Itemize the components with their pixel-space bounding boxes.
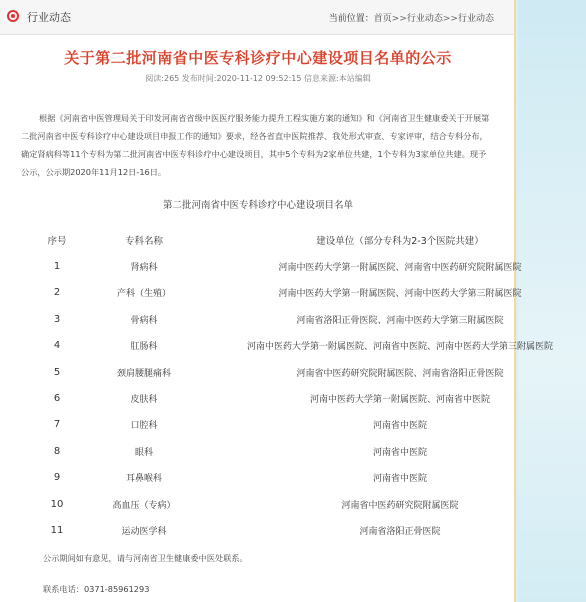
- column-header-specialty: 专科名称: [124, 236, 163, 248]
- article-title: 关于第二批河南省中医专科诊疗中心建设项目名单的公示: [64, 49, 452, 67]
- table-header-row: [28, 227, 586, 253]
- row-number: 10: [50, 498, 64, 510]
- row-unit: 河南省洛阳正骨医院: [359, 526, 441, 537]
- row-specialty: 肛肠科: [130, 342, 158, 353]
- list-title: 第二批河南省中医专科诊疗中心建设项目名单: [162, 200, 353, 211]
- breadcrumb-label: 当前位置：: [328, 14, 374, 24]
- row-unit: 河南省洛阳正骨医院、河南中医药大学第三附属医院: [296, 315, 504, 326]
- breadcrumb-link-current[interactable]: 行业动态: [457, 14, 494, 24]
- table-row: [28, 306, 586, 332]
- section-title: 行业动态: [27, 11, 71, 24]
- row-number: 8: [53, 445, 61, 457]
- contact-phone: 联系电话：0371-85961293: [43, 584, 150, 594]
- notice-text: 公示期间如有意见，请与河南省卫生健康委中医处联系。: [43, 553, 248, 563]
- breadcrumb-separator: >>: [391, 14, 407, 24]
- table-row: [28, 517, 586, 543]
- row-number: 4: [53, 340, 61, 352]
- breadcrumb-separator: >>: [442, 14, 458, 24]
- table-row: [28, 385, 586, 411]
- row-unit: 河南省中医药研究院附属医院: [341, 500, 459, 511]
- row-unit: 河南省中医院: [372, 421, 427, 432]
- row-specialty: 皮肤科: [130, 395, 158, 406]
- project-table: [28, 227, 586, 544]
- row-unit: 河南中医药大学第一附属医院、河南省中医院: [309, 395, 490, 406]
- row-specialty: 产科（生殖）: [116, 289, 171, 300]
- row-number: 5: [53, 366, 61, 378]
- row-specialty: 运动医学科: [121, 526, 167, 537]
- target-circle-icon: [7, 10, 19, 22]
- table-row: [28, 333, 586, 359]
- section-header: [0, 0, 514, 35]
- row-unit: 河南省中医院: [372, 447, 427, 458]
- table-row: [28, 438, 586, 464]
- row-specialty: 口腔科: [130, 421, 158, 432]
- table-row: [28, 412, 586, 438]
- row-number: 3: [53, 313, 61, 325]
- row-number: 9: [53, 472, 61, 484]
- breadcrumb: [329, 11, 494, 24]
- row-unit: 河南中医药大学第一附属医院、河南省中医院、河南中医药大学第三附属医院: [246, 342, 553, 353]
- row-specialty: 高血压（专病）: [112, 500, 176, 511]
- row-number: 2: [53, 287, 61, 299]
- article-paragraph: 根据《河南省中医管理局关于印发河南省省级中医医疗服务能力提升工程实施方案的通知》和《河南省卫生健康委关于开展第二批河南省中医专科诊疗中心建设项目申报工作的通知》要求，经各省直中医院推荐、我处形式审查、专家评审，结合专科分布，确定肾病科等11个专科为第二批河南省中医专科诊疗中心建设项目，其中5个专科为2家单位共建，1个专科为3家单位共建。现予公示，公示期2020年11月12日-16日。: [21, 113, 490, 177]
- row-specialty: 眼科: [134, 447, 153, 458]
- breadcrumb-link-industry[interactable]: 行业动态: [406, 14, 443, 24]
- row-unit: 河南省中医药研究院附属医院、河南省洛阳正骨医院: [296, 368, 504, 379]
- row-unit: 河南省中医院: [372, 474, 427, 485]
- row-specialty: 肾病科: [130, 263, 158, 274]
- row-specialty: 耳鼻喉科: [125, 474, 162, 485]
- column-header-unit: 建设单位（部分专科为2-3个医院共建）: [316, 236, 484, 248]
- table-row: [28, 465, 586, 491]
- column-header-number: 序号: [47, 236, 67, 248]
- breadcrumb-link-home[interactable]: 首页: [373, 14, 392, 24]
- row-number: 1: [53, 261, 61, 273]
- table-row: [28, 491, 586, 517]
- row-unit: 河南中医药大学第一附属医院、河南中医药大学第三附属医院: [278, 289, 522, 300]
- table-row: [28, 359, 586, 385]
- row-number: 6: [53, 393, 61, 405]
- table-row: [28, 253, 586, 279]
- row-unit: 河南中医药大学第一附属医院、河南省中医药研究院附属医院: [278, 263, 522, 274]
- row-number: 11: [50, 524, 64, 536]
- table-row: [28, 280, 586, 306]
- row-number: 7: [53, 419, 61, 431]
- article-meta: 阅读:265 发布时间:2020-11-12 09:52:15 信息来源:本站编辑: [145, 74, 371, 83]
- row-specialty: 骨病科: [130, 315, 158, 326]
- row-specialty: 颈肩腰腿痛科: [116, 368, 171, 379]
